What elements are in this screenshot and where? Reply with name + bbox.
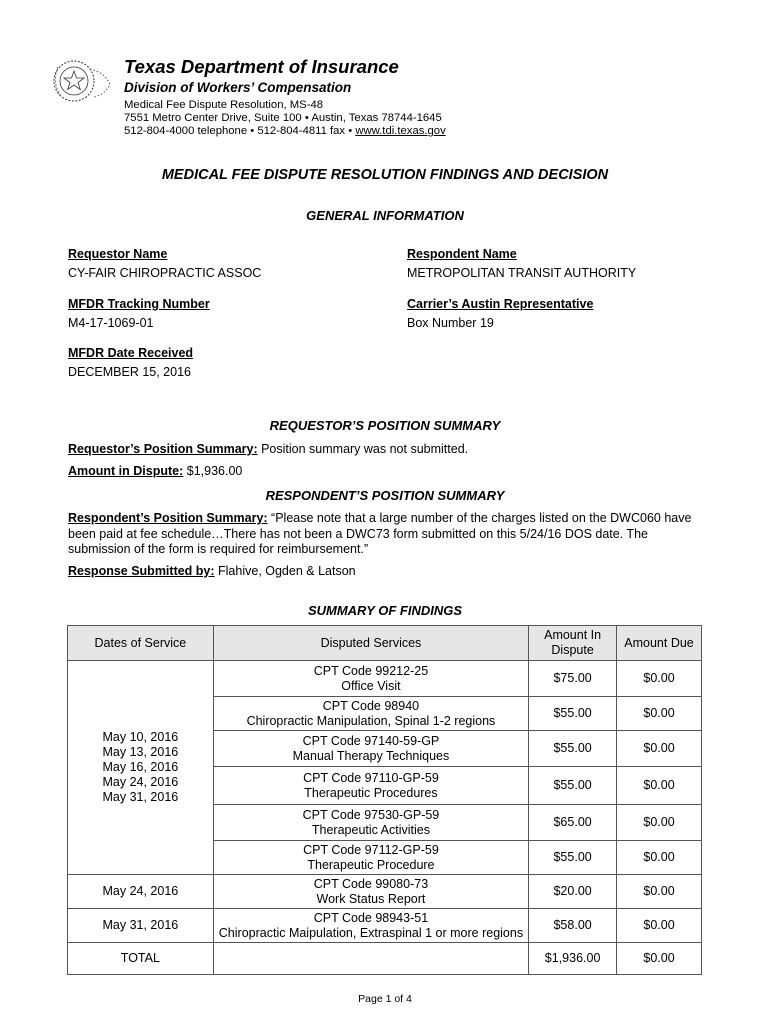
table-row	[68, 909, 702, 943]
column-header: Amount Due	[617, 626, 702, 661]
contact-phone-fax: 512-804-4000 telephone • 512-804-4811 fax •	[124, 125, 356, 137]
requestor-summary-label: Requestor’s Position Summary:	[68, 442, 258, 456]
website-link[interactable]: www.tdi.texas.gov	[355, 125, 446, 137]
amount-in-dispute-cell: $55.00	[529, 841, 617, 875]
amount-in-dispute-cell: $65.00	[529, 805, 617, 841]
disputed-service-cell	[213, 661, 528, 697]
response-submitted-value: Flahive, Ogden & Latson	[214, 564, 356, 578]
amount-in-dispute	[68, 464, 708, 480]
cpt-code: CPT Code 97530-GP-59	[302, 807, 440, 822]
contact-line	[124, 124, 446, 138]
response-submitted-by	[68, 564, 708, 580]
respondent-position-summary	[68, 511, 708, 558]
service-description: Therapeutic Procedures	[304, 785, 438, 800]
amount-in-dispute-cell: $55.00	[529, 767, 617, 805]
service-date: May 31, 2016	[102, 790, 179, 804]
document-title: MEDICAL FEE DISPUTE RESOLUTION FINDINGS AND DECISION	[161, 167, 609, 183]
table-row	[68, 661, 702, 697]
carrier-representative-label: Carrier’s Austin Representative	[407, 297, 594, 311]
amount-due-cell: $0.00	[617, 731, 702, 767]
amount-due-cell: $0.00	[617, 767, 702, 805]
service-date: May 10, 2016	[102, 730, 179, 744]
cpt-code: CPT Code 97112-GP-59	[303, 842, 439, 857]
general-information-heading: GENERAL INFORMATION	[306, 208, 464, 223]
dates-of-service-cell	[68, 661, 214, 875]
disputed-service-cell	[213, 697, 528, 731]
date-received-label: MFDR Date Received	[68, 346, 194, 360]
texas-seal-logo	[50, 55, 118, 107]
table-header-row	[68, 626, 702, 661]
service-description: Therapeutic Procedure	[307, 857, 435, 872]
page-number: Page 1 of 4	[358, 993, 412, 1005]
service-date: May 13, 2016	[102, 745, 179, 759]
amount-due-cell: $0.00	[617, 875, 702, 909]
requestor-name-label: Requestor Name	[68, 247, 168, 261]
response-submitted-label: Response Submitted by:	[68, 564, 215, 578]
total-amount-in-dispute-cell: $1,936.00	[529, 943, 617, 975]
tracking-number-label: MFDR Tracking Number	[68, 297, 210, 311]
amount-in-dispute-cell: $20.00	[529, 875, 617, 909]
column-header: Dates of Service	[68, 626, 214, 661]
respondent-summary-label: Respondent’s Position Summary:	[68, 511, 268, 525]
cpt-code: CPT Code 99212-25	[313, 663, 429, 678]
address-line-1: Medical Fee Dispute Resolution, MS-48	[124, 99, 324, 111]
respondent-name-label: Respondent Name	[407, 247, 517, 261]
total-empty-cell	[213, 943, 528, 975]
service-date: May 24, 2016	[102, 775, 179, 789]
disputed-service-cell	[213, 841, 528, 875]
total-amount-due-cell: $0.00	[617, 943, 702, 975]
disputed-service-cell	[213, 909, 528, 943]
division-name: Division of Workers’ Compensation	[124, 80, 352, 95]
respondent-name-value: METROPOLITAN TRANSIT AUTHORITY	[407, 266, 637, 280]
service-description: Manual Therapy Techniques	[292, 748, 450, 763]
disputed-service-cell	[213, 875, 528, 909]
amount-due-cell: $0.00	[617, 661, 702, 697]
dates-of-service-cell: May 31, 2016	[68, 909, 214, 943]
amount-due-cell: $0.00	[617, 805, 702, 841]
cpt-code: CPT Code 97140-59-GP	[302, 733, 440, 748]
service-description: Work Status Report	[316, 891, 426, 906]
cpt-code: CPT Code 98943-51	[313, 910, 429, 925]
amount-due-cell: $0.00	[617, 909, 702, 943]
cpt-code: CPT Code 99080-73	[313, 876, 429, 891]
tracking-number-value: M4-17-1069-01	[68, 316, 154, 330]
requestor-position-summary	[68, 442, 708, 458]
service-date: May 16, 2016	[102, 760, 179, 774]
address-line-2: 7551 Metro Center Drive, Suite 100 • Austin, Texas 78744-1645	[124, 112, 442, 124]
findings-table	[67, 625, 702, 975]
respondent-position-heading: RESPONDENT’S POSITION SUMMARY	[265, 488, 505, 503]
column-header: Disputed Services	[213, 626, 528, 661]
amount-in-dispute-cell: $55.00	[529, 731, 617, 767]
table-total-row	[68, 943, 702, 975]
service-description: Therapeutic Activities	[311, 822, 430, 837]
requestor-position-heading: REQUESTOR’S POSITION SUMMARY	[269, 418, 501, 433]
cpt-code: CPT Code 98940	[322, 698, 420, 713]
service-description: Office Visit	[341, 678, 401, 693]
requestor-summary-text: Position summary was not submitted.	[257, 442, 469, 456]
disputed-service-cell	[213, 767, 528, 805]
total-label-cell: TOTAL	[68, 943, 214, 975]
table-row	[68, 875, 702, 909]
disputed-service-cell	[213, 805, 528, 841]
cpt-code: CPT Code 97110-GP-59	[303, 770, 439, 785]
summary-of-findings-heading: SUMMARY OF FINDINGS	[307, 603, 463, 618]
amount-due-cell: $0.00	[617, 697, 702, 731]
amount-in-dispute-cell: $58.00	[529, 909, 617, 943]
service-description: Chiropractic Manipulation, Spinal 1-2 regions	[246, 713, 496, 728]
respondent-summary-text: “Please note that a large number of the charges listed on the DWC060 have been paid at fee schedule…There has not been a DWC73 form submitted on this 5/24/16 DOS date. The submission of the form is required for reimbursement.”	[68, 511, 692, 556]
column-header: Amount In Dispute	[529, 626, 617, 661]
date-received-value: DECEMBER 15, 2016	[68, 365, 191, 379]
disputed-service-cell	[213, 731, 528, 767]
carrier-representative-value: Box Number 19	[407, 316, 494, 330]
amount-in-dispute-cell: $75.00	[529, 661, 617, 697]
amount-in-dispute-value: $1,936.00	[183, 464, 243, 478]
amount-due-cell: $0.00	[617, 841, 702, 875]
agency-name: Texas Department of Insurance	[124, 56, 399, 77]
amount-in-dispute-cell: $55.00	[529, 697, 617, 731]
service-description: Chiropractic Maipulation, Extraspinal 1 or more regions	[218, 925, 524, 940]
amount-in-dispute-label: Amount in Dispute:	[68, 464, 184, 478]
dates-of-service-cell: May 24, 2016	[68, 875, 214, 909]
requestor-name-value: CY-FAIR CHIROPRACTIC ASSOC	[68, 266, 262, 280]
